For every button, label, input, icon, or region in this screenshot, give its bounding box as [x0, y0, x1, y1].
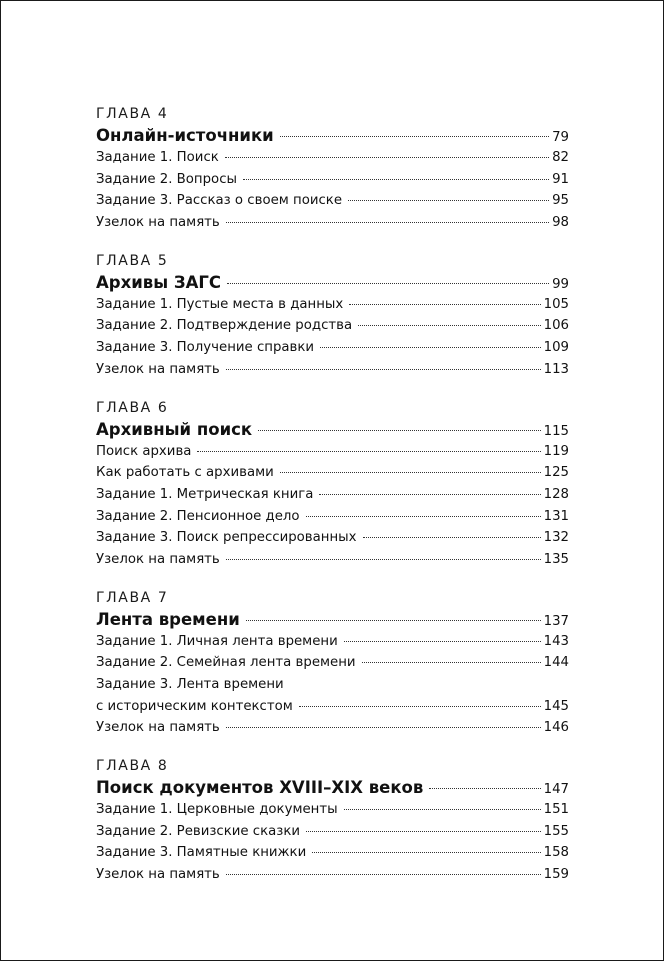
page-number: 99: [552, 276, 569, 292]
chapter-label: ГЛАВА 6: [96, 399, 169, 416]
page-number: 147: [543, 782, 569, 798]
page-number: 145: [543, 698, 569, 714]
page-number: 128: [543, 486, 569, 502]
entry-title: Узелок на память: [96, 215, 220, 231]
toc-entry[interactable]: [96, 169, 569, 191]
toc-entry[interactable]: [96, 359, 569, 381]
chapter-5: [96, 250, 569, 381]
dot-leader: [197, 450, 540, 452]
entry-title: Задание 2. Подтверждение родства: [96, 318, 353, 334]
entry-title: Задание 1. Церковные документы: [96, 802, 338, 818]
dot-leader: [226, 726, 541, 728]
page-number: 159: [543, 867, 569, 883]
dot-leader: [226, 221, 549, 223]
page-number: 79: [552, 130, 569, 145]
dot-leader: [429, 787, 540, 789]
entry-title: Задание 2. Пенсионное дело: [96, 508, 300, 524]
toc-entry-continuation[interactable]: [96, 696, 569, 718]
toc-entry[interactable]: [96, 527, 569, 549]
dot-leader: [312, 851, 540, 853]
dot-leader: [299, 705, 541, 707]
chapter-title: Поиск документов XVIII–XIX веков: [96, 778, 424, 798]
table-of-contents: [96, 103, 569, 886]
page-number: 135: [543, 551, 569, 567]
entry-title: Как работать с архивами: [96, 465, 274, 481]
dot-leader: [258, 429, 540, 431]
dot-leader: [344, 640, 541, 642]
page-number: 143: [543, 633, 569, 649]
dot-leader: [226, 558, 541, 560]
toc-entry[interactable]: [96, 294, 569, 316]
toc-entry[interactable]: [96, 212, 569, 234]
chapter-title-row[interactable]: [96, 419, 569, 441]
dot-leader: [362, 661, 541, 663]
page-number: 109: [543, 340, 569, 356]
dot-leader: [344, 808, 541, 810]
chapter-label: ГЛАВА 4: [96, 106, 169, 122]
entry-title: Задание 3. Лента времени: [96, 677, 284, 692]
page-number: 113: [543, 361, 569, 377]
page-number: 155: [543, 823, 569, 839]
dot-leader: [226, 368, 541, 370]
toc-entry[interactable]: [96, 864, 569, 886]
entry-title: Поиск архива: [96, 443, 192, 459]
entry-title: Задание 2. Вопросы: [96, 171, 238, 187]
page-number: 132: [543, 530, 569, 546]
page-number: 91: [552, 171, 569, 187]
page-number: 151: [543, 802, 569, 818]
chapter-6: [96, 397, 569, 571]
chapter-title: Онлайн-источники: [96, 126, 274, 145]
page-number: 137: [543, 613, 569, 629]
dot-leader: [243, 178, 549, 180]
entry-title: Задание 1. Метрическая книга: [96, 486, 314, 502]
entry-title: Узелок на память: [96, 867, 220, 883]
toc-entry[interactable]: [96, 441, 569, 463]
toc-entry[interactable]: [96, 821, 569, 843]
toc-entry[interactable]: [96, 147, 569, 169]
page-number: 131: [543, 508, 569, 524]
toc-entry[interactable]: [96, 549, 569, 571]
chapter-7: [96, 587, 569, 739]
toc-entry[interactable]: [96, 462, 569, 484]
dot-leader: [226, 873, 541, 875]
dot-leader: [319, 493, 540, 495]
dot-leader: [320, 346, 541, 348]
toc-entry[interactable]: [96, 631, 569, 653]
chapter-title: Архивный поиск: [96, 419, 253, 439]
toc-entry-first-line[interactable]: [96, 674, 569, 696]
toc-entry[interactable]: [96, 717, 569, 739]
chapter-label: ГЛАВА 8: [96, 758, 169, 775]
entry-title: Задание 2. Ревизские сказки: [96, 823, 301, 839]
page-number: 125: [543, 465, 569, 481]
chapter-label: ГЛАВА 7: [96, 589, 169, 606]
dot-leader: [280, 471, 541, 473]
page-number: 105: [543, 296, 569, 312]
entry-title: Задание 3. Памятные книжки: [96, 845, 307, 861]
page-number: 98: [552, 215, 569, 231]
page-number: 146: [543, 720, 569, 736]
entry-title: Задание 1. Пустые места в данных: [96, 296, 344, 312]
entry-title: Задание 1. Личная лента времени: [96, 633, 338, 649]
page-number: 106: [543, 318, 569, 334]
toc-entry[interactable]: [96, 652, 569, 674]
entry-title: Задание 3. Получение справки: [96, 340, 315, 356]
chapter-4: [96, 103, 569, 234]
page-number: 82: [552, 150, 569, 165]
toc-entry[interactable]: [96, 799, 569, 821]
chapter-label: ГЛАВА 5: [96, 252, 169, 269]
page-number: 115: [543, 423, 569, 439]
dot-leader: [349, 303, 540, 305]
toc-entry[interactable]: [96, 506, 569, 528]
dot-leader: [306, 515, 541, 517]
dot-leader: [280, 135, 549, 137]
toc-entry[interactable]: [96, 190, 569, 212]
dot-leader: [246, 619, 541, 621]
toc-entry[interactable]: [96, 842, 569, 864]
chapter-title: Архивы ЗАГС: [96, 272, 222, 292]
page-number: 158: [543, 845, 569, 861]
dot-leader: [227, 282, 549, 284]
entry-title-continuation: с историческим контекстом: [96, 698, 293, 714]
entry-title: Задание 1. Поиск: [96, 150, 219, 165]
chapter-8: [96, 755, 569, 886]
entry-title: Задание 2. Семейная лента времени: [96, 655, 356, 671]
entry-title: Узелок на память: [96, 551, 220, 567]
dot-leader: [225, 156, 549, 158]
dot-leader: [358, 324, 541, 326]
chapter-title-row[interactable]: [96, 125, 569, 147]
entry-title: Задание 3. Поиск репрессированных: [96, 530, 357, 546]
entry-title: Задание 3. Рассказ о своем поиске: [96, 193, 343, 209]
dot-leader: [348, 199, 549, 201]
page-number: 144: [543, 655, 569, 671]
chapter-title-row[interactable]: [96, 777, 569, 799]
toc-entry[interactable]: [96, 337, 569, 359]
toc-entry[interactable]: [96, 315, 569, 337]
entry-title: Узелок на память: [96, 720, 220, 736]
chapter-title-row[interactable]: [96, 272, 569, 294]
chapter-title: Лента времени: [96, 609, 240, 629]
page-number: 95: [552, 193, 569, 209]
toc-entry[interactable]: [96, 484, 569, 506]
entry-title: Узелок на память: [96, 361, 220, 377]
page-number: 119: [543, 443, 569, 459]
dot-leader: [363, 536, 541, 538]
dot-leader: [306, 830, 541, 832]
chapter-title-row[interactable]: [96, 609, 569, 631]
